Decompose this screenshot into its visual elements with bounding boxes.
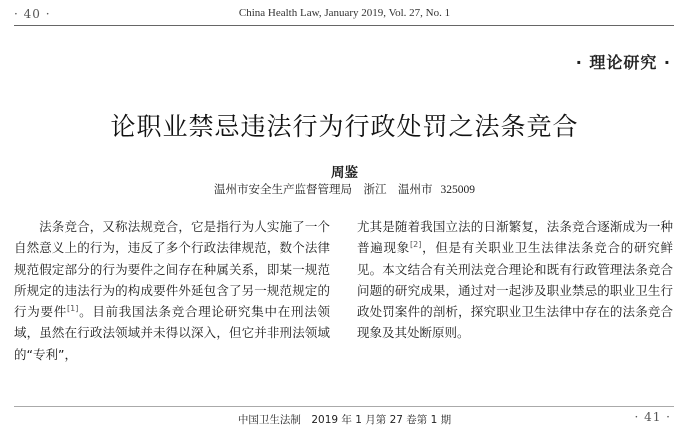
running-header: China Health Law, January 2019, Vol. 27, No. 1 [238,7,451,19]
footer-journal-info: 中国卫生法制 2019 年 1 月第 27 卷第 1 期 [237,414,452,426]
header-rule [14,25,674,26]
postcode: 325009 [440,184,475,196]
right-column-text: ，但是有关职业卫生法律法条竞合的研究鲜见。本文结合有关刑法竞合理论和既有行政管理法条竞合问题的研究成果，通过对一起涉及职业禁忌的职业卫生行政处罚案件的剖析，探究职业卫生法律中存在的法条竞合现象及其处断原则。 [357,240,673,341]
author-affiliation [0,181,689,197]
affiliation-text: 温州市安全生产监督管理局 浙江 温州市 [214,182,433,196]
left-column-text-end: 。目前我国法条竞合理论研究集中在刑法领域，虽然在行政法领域并未得以深入，但它并非刑法领域的“专利”， [14,304,330,362]
column-section-tag: · 理论研究 · [575,53,671,72]
right-column-text-start: 尤其是随着我国立法的日渐繁复，法条竞合逐渐成为一种普遍现象 [357,219,673,256]
body-column-right [357,216,673,344]
body-column-left [14,216,330,365]
left-column-text: 法条竞合，又称法规竞合，它是指行为人实施了一个自然意义上的行为，违反了多个行政法律规范，数个法律规范假定部分的行为要件之间存在种属关系，即某一规范所规定的违法行为的构成要件外延包含了另一规范规定的行为要件 [14,219,330,320]
article-author: 周鉴 [331,165,358,181]
citation-ref-2[interactable]: [2] [409,240,422,250]
page-number-left: · 40 · [14,7,51,21]
footer-rule [14,406,674,407]
article-title: 论职业禁忌违法行为行政处罚之法条竞合 [110,112,579,141]
citation-ref-1[interactable]: [1] [66,304,79,314]
page-number-right: · 41 · [634,410,671,424]
